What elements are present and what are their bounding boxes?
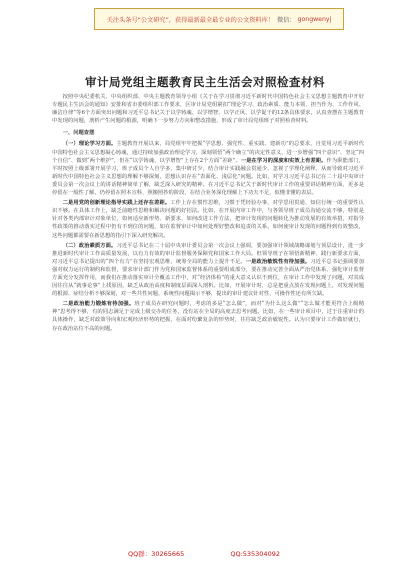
qq-group: QQ群：30265665 <box>128 550 185 558</box>
paragraph-lead: （二）政治素质方面。 <box>62 242 117 249</box>
paragraph-lead: 二是政治能力锻炼有待加强。 <box>62 301 135 308</box>
contact-footer <box>0 549 408 558</box>
paragraph-text: 习近平总书记在二十届中央审计委员会第一次会议上强调，要加强审计领域战略谋划与顶层设计，进一步推进新时代审计工作高质量发展，以有力有效的审计监督服务保障党和国家工作大局。但领导班子在领悟新精神、践行新要求方面，对习近平总书记提出的“四个有力”在坚持宏观思维、统筹全局的能力上提升不足。 <box>52 242 364 265</box>
body-paragraph <box>52 300 364 332</box>
paragraph-text: 班子成员在研究问题时，考虑的多是“怎么做”，而对“为什么这么做”“怎么做才能更符合上级精神”思考得不够，有的同志满足于完成上级交办的任务，没有站在全局的高度去思考问题。比如，在一些审计项目中，过于注重审计的具体操作，缺乏对政策导向和宏观经济形势的把握，在面对纷繁复杂的形势时，往往缺乏政治敏锐性。认为只要审计工作做好就行，存在政治站位不高的问题。 <box>52 301 364 332</box>
qq-number: QQ:535304092 <box>230 550 280 558</box>
banner-text: 关注头条号“公文研究”，获得最新最全最专业的公文资料库！ <box>106 16 274 24</box>
banner-wechat-label: 微信： <box>277 16 296 24</box>
document-title: 审计局党组主题教育民主生活会对照检查材料 <box>85 75 325 89</box>
banner-wechat-id: gongwenyj <box>297 15 332 23</box>
paragraph-subpoint: 一是在学习的深度和实效上有差距。 <box>240 157 327 164</box>
promo-banner <box>94 8 344 30</box>
paragraph-text: 工作上存在惯性思维，习惯于凭经验办事，对学思用贯通、知信行统一的重要性认识不够。在具体工作上，缺乏前瞻性思维和解决问题的好招法。比如，在开展内审工作中，与各领导班子成员沟通交流不够，特别是针对各类内部审计对象单位，如何适应新形势、新要求，如何改进工作方法，把审计发现的问题转化为推动发展的有效举措，对指导性政策的推动落实过程中仍有不到位的问题，如在监督审计中如何处理好整改和追责的关系，如何使审计发现的问题得到有效整改，这些问题都需要在新思想的指引下深入研究解决。 <box>52 200 364 239</box>
body-paragraph <box>52 140 364 197</box>
paragraph-lead: 二是用党的创新理论指导实践上还存在差距。 <box>62 200 171 207</box>
section-heading <box>52 129 364 137</box>
body-paragraph <box>52 242 364 299</box>
document-body <box>52 93 364 541</box>
paragraph-subpoint: 一是政治敏锐性有待加强。 <box>245 258 311 265</box>
body-paragraph <box>52 199 364 239</box>
paragraph-text: 作为职能部门，平时按照上级部署开展学习，班子成员个人自学多，集中研讨少，结合审计实践融会贯通少，忽视了学理化阐释，从而导致对习近平新时代中国特色社会主义思想的理解不够深刻，思想认识存在“表面化、浅层化”问题。比如，对学习习近平总书记在二十届中央审计委员会第一次会议上的讲话精神简单了解，缺乏深入研究的精神。在习近平总书记关于新时代审计工作的重要讲话精神方面，更多是停留在一般性了解，仍停留在照本宣科、照搬照抄的阶段，在结合业务深化理解上下功夫不足，似懂非懂的表层。 <box>52 157 364 197</box>
body-paragraph <box>52 93 364 125</box>
paragraph-text: 习近平总书记强调要加强对权力运行的制约和监督，要求审计部门作为党和国家监督体系的重要组成部分，要在推动完善全面从严治党体系、强化审计监督方面充分发挥作用，而我们在推动落实审计全覆盖工作中，对“经济体检”的重大意义认识不到位，在审计工作中发现了问题，对其成因往往从“就事论事”上找原因，缺乏从政治高度和制度层面深入剖析。比如，开展审计时，总是把重点放在发现问题上，对发现问题的根源、症结分析不够深刻，对一些共性问题、系统性问题揭示不够，提出的审计建议针对性、可操作性还有所欠缺。 <box>52 258 364 298</box>
section-heading-text: 一、问题查摆 <box>62 130 95 137</box>
paragraph-text: 主题教育开展以来，局党组牢牢把握“学思想、强党性、重实践、建新功”的总要求，自觉用习近平新时代中国特色社会主义思想凝心铸魂，通过持续加强政治理论学习，深刻领悟“两个确立”的决定性意义，进一步增强“四个意识”、坚定“四个自信”、做到“两个维护”，但在“以学铸魂、以学增智”上存在2个方面“差距”。 <box>52 141 364 164</box>
paragraph-lead: （一）理论学习方面。 <box>62 141 117 148</box>
paragraph-text: 按照中央纪委机关、中央组织部、中央主题教育领导小组《关于在学习贯彻习近平新时代中国特色社会主义思想主题教育中开好专题民主生活会的通知》安排和省市委组织部工作要求，区审计局党组紧扣“理论学习、政治素质、能力本领、担当作为、工作作风、廉洁自律”等6个方面突出问题和习近平总书记关于以学铸魂、以学增智、以学正风、以学促干的12条具体要求，认真查摆在主题教育中发现的问题，剖析产生问题的根源，明确下一步努力方向和整改措施，形成了审计局党组班子对照检查材料。 <box>52 94 364 125</box>
